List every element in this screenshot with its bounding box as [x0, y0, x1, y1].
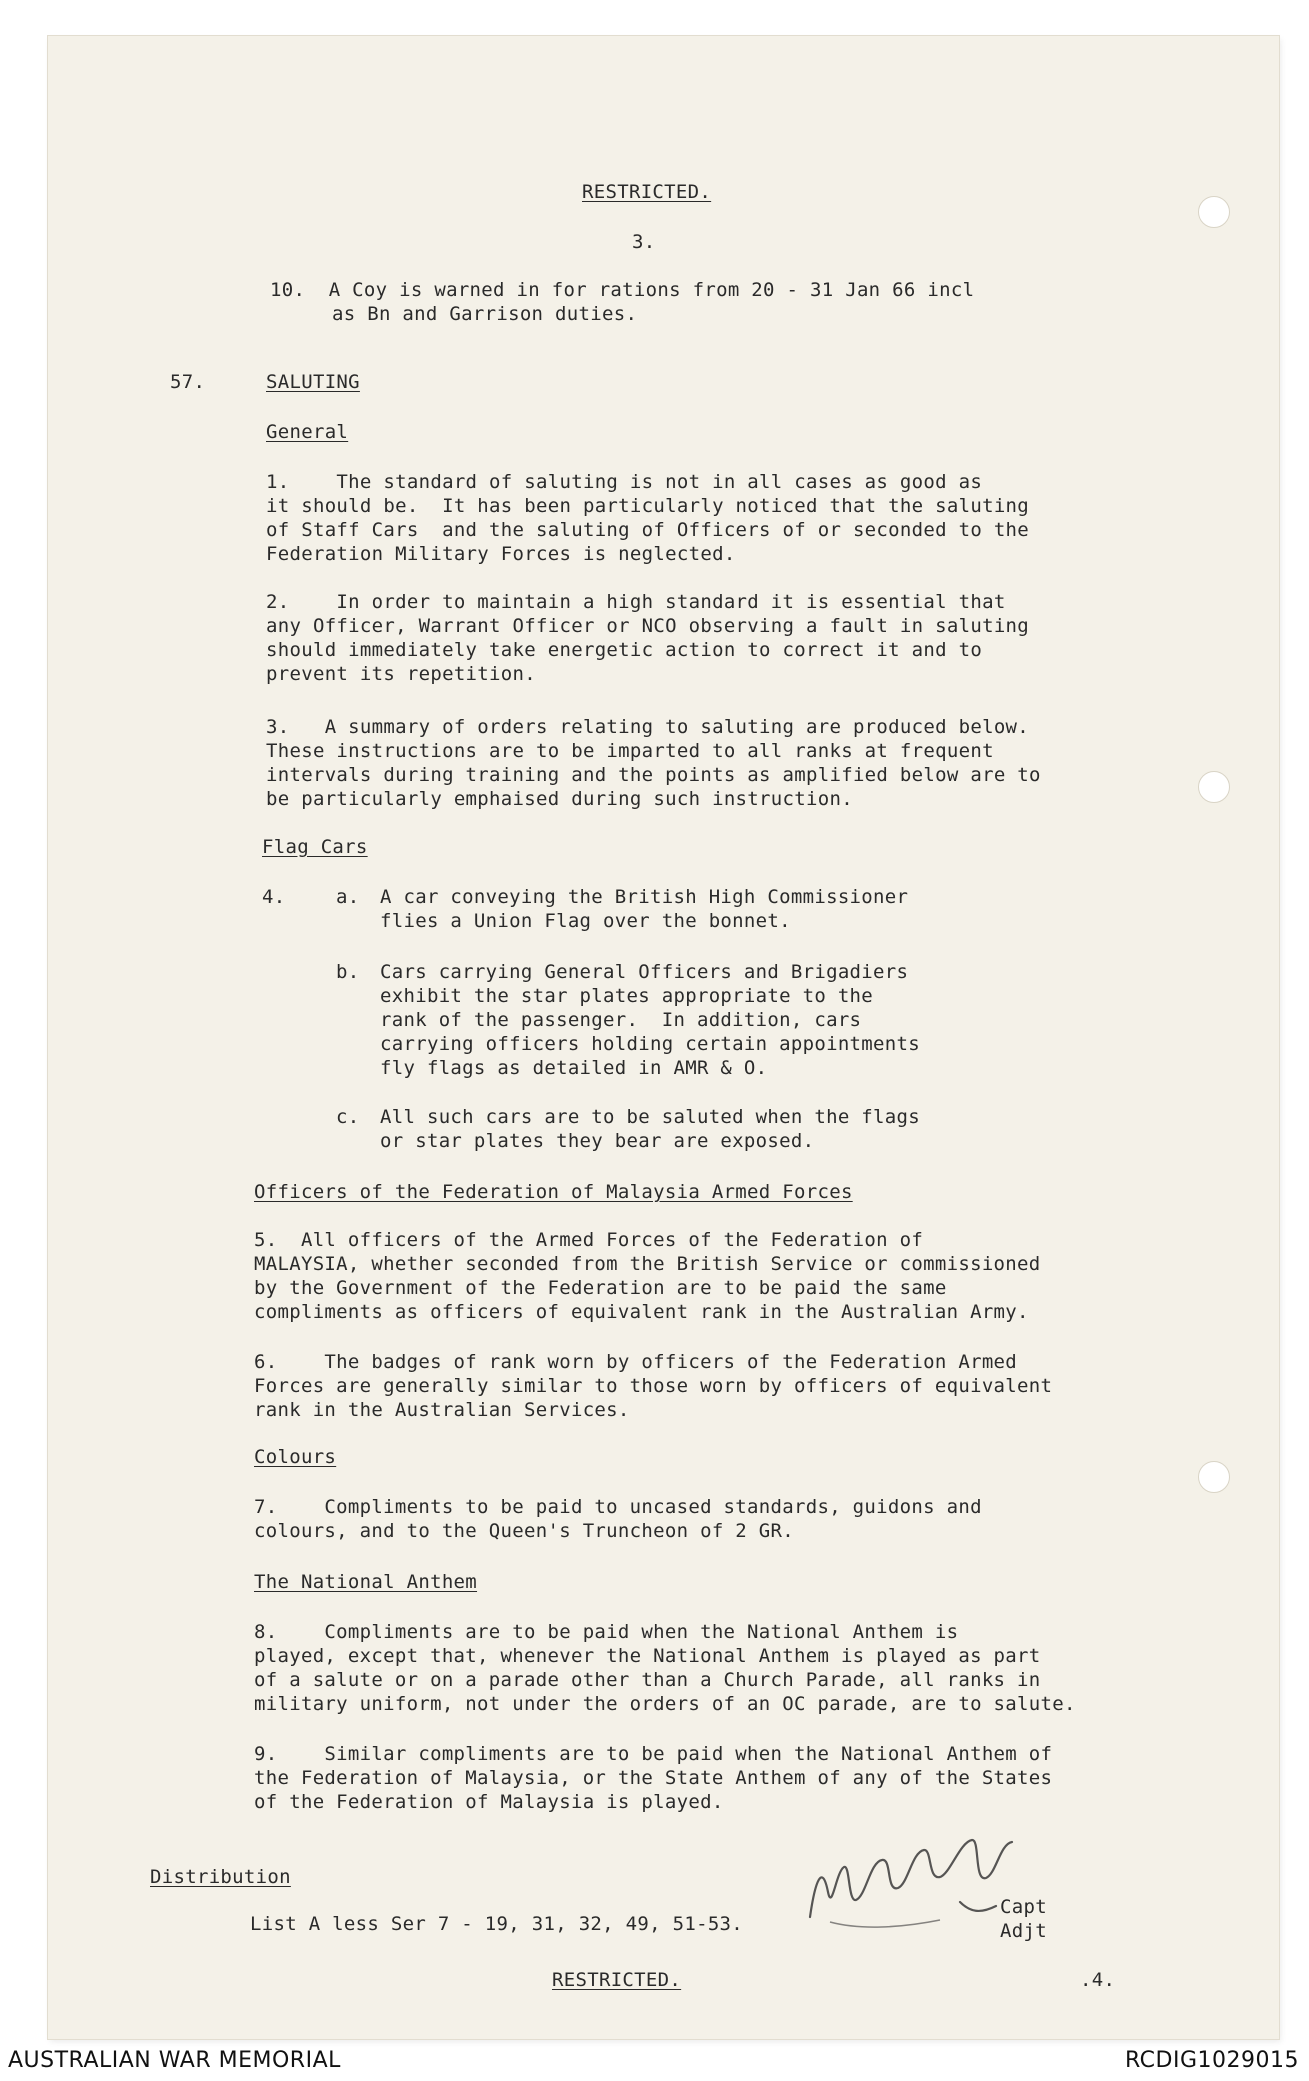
text-line: rank of the passenger. In addition, cars [380, 1009, 862, 1031]
section-heading: SALUTING [266, 371, 360, 393]
item-label: a. [336, 886, 360, 908]
paragraph-number: 4. [262, 886, 286, 908]
subheading-general: General [266, 421, 349, 443]
page-number: 3. [632, 231, 656, 253]
distribution-heading: Distribution [150, 1866, 291, 1888]
text-line: rank in the Australian Services. [254, 1399, 630, 1421]
text-line: any Officer, Warrant Officer or NCO observing a fault in saluting [266, 615, 1030, 637]
text-line: compliments as officers of equivalent rank in the Australian Army. [254, 1301, 1029, 1323]
next-page-number: .4. [1080, 1969, 1116, 1991]
text-line: of the Federation of Malaysia is played. [254, 1791, 724, 1813]
subheading-national-anthem: The National Anthem [254, 1571, 478, 1593]
text-line: 6. The badges of rank worn by officers of the Federation Armed [254, 1351, 1018, 1373]
text-line: 1. The standard of saluting is not in all cases as good as [266, 471, 983, 493]
text-line: of Staff Cars and the saluting of Officers of or seconded to the [266, 519, 1030, 541]
distribution-list: List A less Ser 7 - 19, 31, 32, 49, 51-53. [250, 1913, 744, 1935]
signature-appointment: Adjt [1000, 1920, 1047, 1942]
punch-hole [1198, 771, 1230, 803]
text-line: should immediately take energetic action to correct it and to [266, 639, 983, 661]
classification-footer: RESTRICTED. [552, 1969, 682, 1991]
text-line: it should be. It has been particularly noticed that the saluting [266, 495, 1030, 517]
text-line: 10. A Coy is warned in for rations from 20 - 31 Jan 66 incl [270, 279, 975, 301]
text-line: 5. All officers of the Armed Forces of the Federation of [254, 1229, 924, 1251]
punch-hole [1198, 196, 1230, 228]
text-line: A car conveying the British High Commissioner [380, 886, 909, 908]
classification-header: RESTRICTED. [582, 181, 712, 203]
subheading-colours: Colours [254, 1446, 337, 1468]
section-number: 57. [170, 371, 206, 393]
text-line: 8. Compliments are to be paid when the National Anthem is [254, 1621, 959, 1643]
text-line: as Bn and Garrison duties. [332, 303, 638, 325]
punch-hole [1198, 1461, 1230, 1493]
text-line: exhibit the star plates appropriate to the [380, 985, 874, 1007]
text-line: flies a Union Flag over the bonnet. [380, 910, 791, 932]
text-line: 3. A summary of orders relating to saluting are produced below. [266, 716, 1030, 738]
text-line: or star plates they bear are exposed. [380, 1130, 815, 1152]
text-line: played, except that, whenever the National Anthem is played as part [254, 1645, 1041, 1667]
text-line: colours, and to the Queen's Truncheon of 2 GR. [254, 1520, 794, 1542]
text-line: prevent its repetition. [266, 663, 536, 685]
archive-credit: AUSTRALIAN WAR MEMORIAL [8, 2048, 341, 2073]
text-line: Cars carrying General Officers and Brigadiers [380, 961, 909, 983]
text-line: the Federation of Malaysia, or the State Anthem of any of the States [254, 1767, 1053, 1789]
subheading-flag-cars: Flag Cars [262, 836, 368, 858]
text-line: MALAYSIA, whether seconded from the British Service or commissioned [254, 1253, 1041, 1275]
text-line: 9. Similar compliments are to be paid when the National Anthem of [254, 1743, 1053, 1765]
subheading-officers: Officers of the Federation of Malaysia Armed Forces [254, 1181, 853, 1203]
signature-rank: Capt [1000, 1896, 1047, 1918]
item-label: c. [336, 1106, 360, 1128]
text-line: 2. In order to maintain a high standard it is essential that [266, 591, 1006, 613]
text-line: by the Government of the Federation are to be paid the same [254, 1277, 947, 1299]
archive-id: RCDIG1029015 [1124, 2048, 1299, 2073]
text-line: military uniform, not under the orders of an OC parade, are to salute. [254, 1693, 1076, 1715]
text-line: of a salute or on a parade other than a Church Parade, all ranks in [254, 1669, 1041, 1691]
text-line: Forces are generally similar to those worn by officers of equivalent [254, 1375, 1053, 1397]
text-line: 7. Compliments to be paid to uncased standards, guidons and [254, 1496, 982, 1518]
text-line: carrying officers holding certain appointments [380, 1033, 920, 1055]
text-line: All such cars are to be saluted when the flags [380, 1106, 920, 1128]
text-line: Federation Military Forces is neglected. [266, 543, 736, 565]
text-line: fly flags as detailed in AMR & O. [380, 1057, 768, 1079]
item-label: b. [336, 961, 360, 983]
text-line: intervals during training and the points as amplified below are to [266, 764, 1041, 786]
text-line: be particularly emphaised during such instruction. [266, 788, 853, 810]
text-line: These instructions are to be imparted to all ranks at frequent [266, 740, 994, 762]
